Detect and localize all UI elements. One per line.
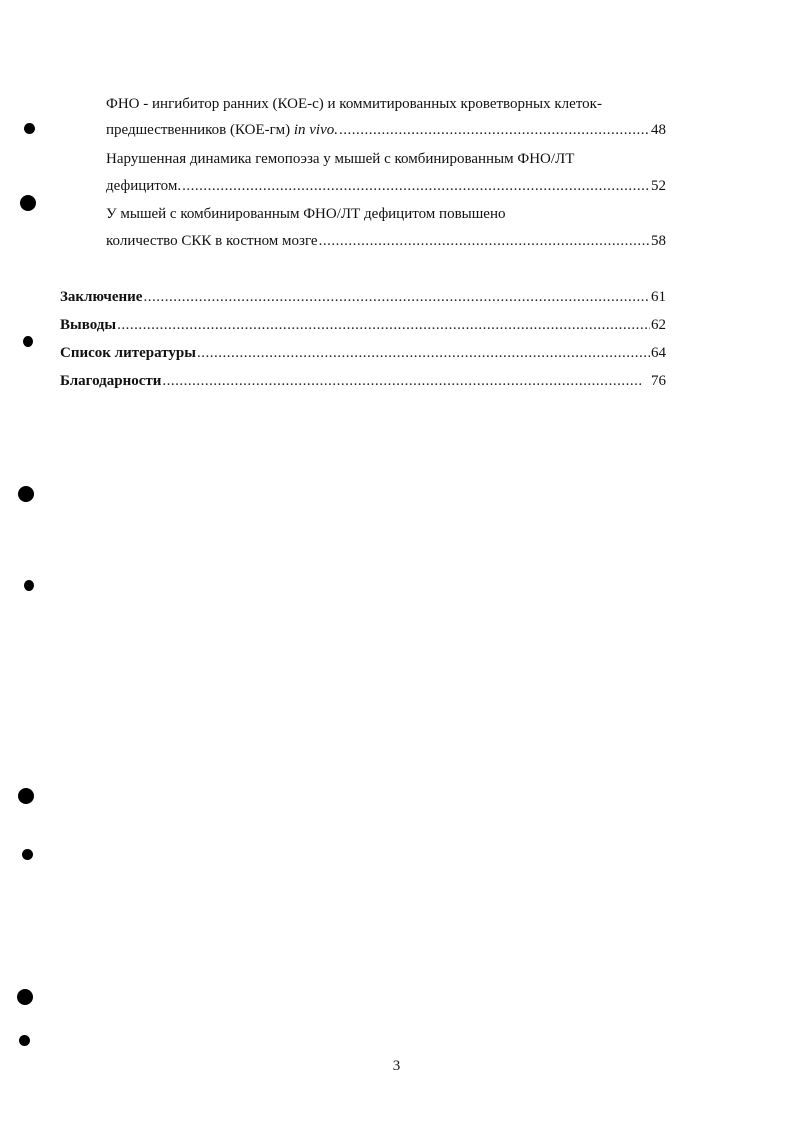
binder-hole-mark	[18, 788, 34, 804]
dot-leader	[339, 120, 650, 140]
binder-hole-mark	[24, 580, 34, 591]
dot-leader	[319, 231, 650, 251]
toc-page-number: 52	[651, 178, 666, 194]
dot-leader	[197, 343, 650, 363]
binder-hole-mark	[20, 195, 36, 211]
toc-page-number: 48	[651, 122, 666, 138]
toc-subentry-row	[106, 176, 666, 196]
dot-leader	[162, 371, 643, 391]
toc-subentry-text: предшественников (КОЕ-гм)	[106, 122, 294, 138]
toc-page-number: 64	[651, 345, 666, 361]
toc-entry-conclusion	[60, 287, 666, 307]
toc-subentry-line2	[106, 120, 338, 140]
toc-entry-label: Выводы	[60, 317, 117, 333]
toc-subentry-line1: ФНО - ингибитор ранних (КОЕ-с) и коммитированных кроветворных клеток-	[106, 96, 602, 112]
toc-entry-findings	[60, 315, 666, 335]
page-number: 3	[392, 1058, 401, 1074]
binder-hole-mark	[23, 336, 33, 347]
dot-leader	[182, 176, 650, 196]
toc-subentry-line2: количество СКК в костном мозге	[106, 233, 318, 249]
binder-hole-mark	[24, 123, 35, 134]
dot-leader	[117, 315, 650, 335]
binder-hole-mark	[19, 1035, 30, 1046]
dot-leader	[143, 287, 650, 307]
toc-entry-label: Список литературы	[60, 345, 196, 361]
binder-hole-mark	[22, 849, 33, 860]
toc-page-number: 61	[651, 289, 666, 305]
toc-subentry-line2: дефицитом.	[106, 178, 182, 194]
binder-hole-mark	[17, 989, 33, 1005]
toc-page-number: 76	[651, 373, 666, 389]
toc-page-number: 62	[651, 317, 666, 333]
toc-page-number: 58	[651, 233, 666, 249]
toc-entry-label: Заключение	[60, 289, 143, 305]
toc-entry-acknowledgements	[60, 371, 666, 391]
toc-subentry-line1: У мышей с комбинированным ФНО/ЛТ дефицитом повышено	[106, 206, 506, 222]
toc-subentry-row	[106, 120, 666, 140]
binder-hole-mark	[18, 486, 34, 502]
toc-subentry-row	[106, 231, 666, 251]
toc-entry-label: Благодарности	[60, 373, 162, 389]
toc-subentry-line1: Нарушенная динамика гемопоэза у мышей с комбинированным ФНО/ЛТ	[106, 151, 575, 167]
toc-entry-references	[60, 343, 666, 363]
toc-subentry-italic: in vivo.	[293, 122, 338, 138]
